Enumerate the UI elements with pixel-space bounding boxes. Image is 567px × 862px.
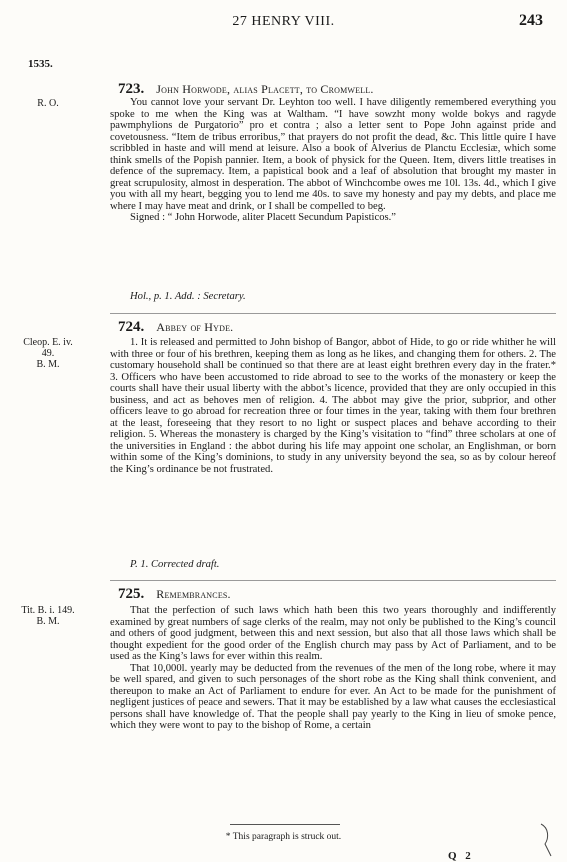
signature-mark: Q 2 [448,850,474,862]
year-marker: 1535. [28,58,53,70]
entry-title: Abbey of Hyde. [156,320,234,334]
entry-title: John Horwode, alias Placett, to Cromwell. [156,82,374,96]
margin-line: 49. [41,348,55,359]
margin-line: B. M. [36,359,60,370]
entry-heading [118,318,233,334]
source-note: P. 1. Corrected draft. [130,559,220,570]
footnote: * This paragraph is struck out. [225,832,342,842]
divider [110,313,556,314]
entry-title: Remembrances. [156,587,231,601]
entry-body [110,337,556,475]
entry-heading [118,80,374,96]
margin-line: R. O. [37,98,59,109]
page-number: 243 [519,12,543,29]
entry-paragraph: That the perfection of such laws which hath been this two years thoroughly and indifferently examined by great numbers of sage clerks of the realm, may not only be published to the King’s council and others of good judgment, between this and next session, but also that all those laws which shall be thought expedient for the good order of the English church may pass by Act of Parliament, and to be used as the King’s laws for ever within this realm. [110,605,556,662]
margin-line: Tit. B. i. 149. [21,605,75,616]
margin-reference [8,337,88,370]
running-title: 27 HENRY VIII. [232,14,335,29]
entry-paragraph: You cannot love your servant Dr. Leyhton too well. I have diligently remembered everything you spoke to me when the King was at Waltham. “I have sowzht mony wolde bokys and ragyde pawmphylions de Purgatorio” pro et contra ; also a letter sent to Pope John against pride and covetousness. “Item de tribus erroribus,” that prayers do not profit the dead, &c. This little quire I have scribbled in haste and will mend at leisure. Also a book of Alverius de Planctu Ecclesiæ, which some think smells of the Popish pannier. Item, a book of physick for the Queen. Item, divers little treatises in defence of the supremacy. Item, a papistical book and a leaf of absolution that brought my master in great scrupulosity, almost in desperation. The abbot of Winchcombe owes me 10l. 13s. 4d., which I give you with all my heart, begging you to lend me 40s. to save my honesty and pay my debts, and place me where I may have meat and drink, or I shall be compelled to beg. [110,97,556,212]
source-note: Hol., p. 1. Add. : Secretary. [130,291,246,302]
margin-reference [8,98,88,109]
entry-paragraph: That 10,000l. yearly may be deducted from the revenues of the men of the long robe, where it may be well spared, and given to such personages of the short robe as the King shall think convenient, and thereupon to make an Act of Parliament to endure for ever. An Act to be made for the punishment of negligent justices of peace and sewers. That it may be established by a law what causes the ecclesiastical persons shall have knowledge of. That the people shall pay yearly to the King in lieu of smoke pence, which they were wont to pay to the bishop of Rome, a certain [110,662,556,731]
entry-body [110,97,556,224]
divider [110,580,556,581]
margin-line: Cleop. E. iv. [23,337,73,348]
page-header [0,10,567,34]
footnote-rule [230,824,340,825]
entry-paragraph: 1. It is released and permitted to John bishop of Bangor, abbot of Hide, to go or ride whither he will with three or four of his brethren, keeping them as long as he likes, and changing them for others. 2. The customary household shall be continued so that there are at least eight brethren every day in the frater.* 3. Officers who have been accustomed to ride abroad to see to the works of the monastery or keep the courts shall have their usual liberty with the abbot’s licence, provided that they are only occupied in this business, and act as behoves men of religion. 4. The abbot may give the prior, subprior, and other officers leave to go abroad for recreation three or four times in the year, taking with them four brethren at the least, foreseeing that they resort to no light or suspect places and behave according to their religion. 5. Whereas the monastery is charged by the King’s visitation to “find” three scholars at one of the universities in England : the abbot during his life may appoint one scholar, an Englishman, or born within some of the King’s dominions, to study in any university beyond the sea, so as by colour hereof the King’s ordinance be not frustrated. [110,337,556,475]
entry-body [110,605,556,732]
entry-number: 725. [118,586,145,602]
margin-reference [8,605,88,627]
entry-number: 723. [118,81,145,97]
margin-line: B. M. [36,616,60,627]
page-corner-mark [537,822,555,858]
entry-number: 724. [118,319,145,335]
signed-line: Signed : “ John Horwode, aliter Placett Secundum Papisticos.” [130,212,396,223]
entry-heading [118,585,231,601]
